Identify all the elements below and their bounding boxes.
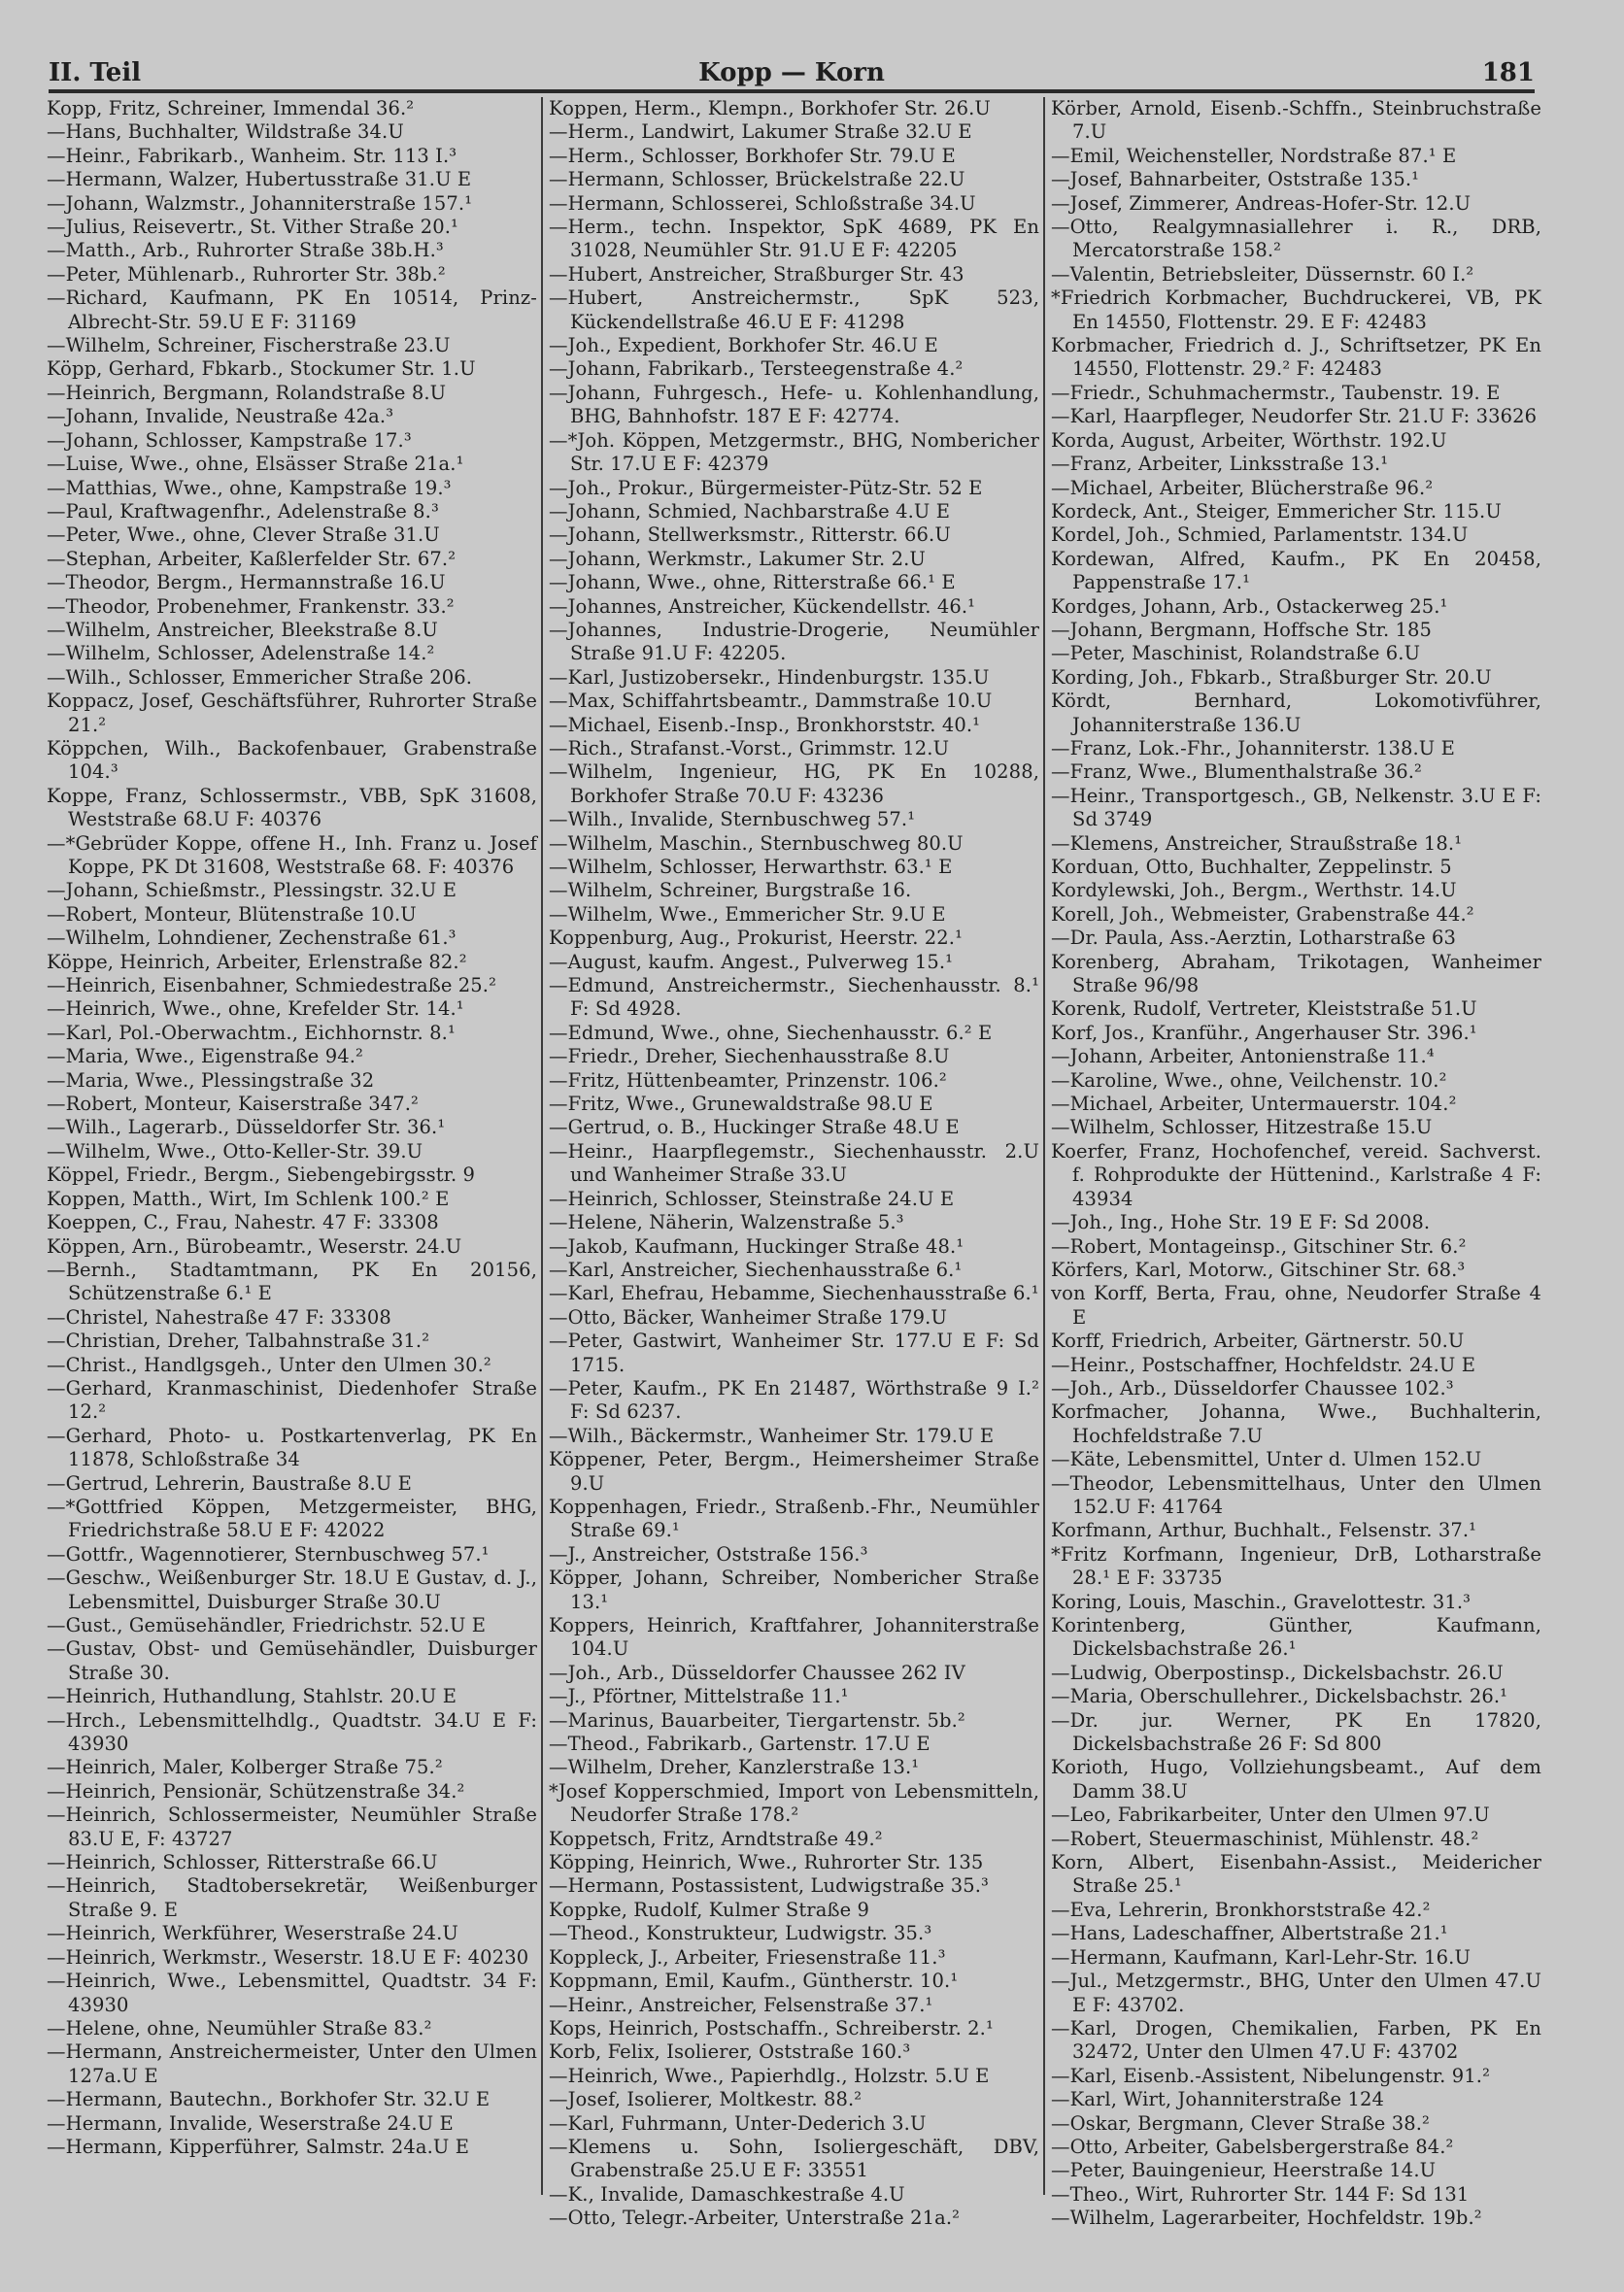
directory-entry: —Luise, Wwe., ohne, Elsässer Straße 21a.¹ xyxy=(47,453,464,476)
section-label: II. Teil xyxy=(49,58,142,87)
directory-entry: —Richard, Kaufmann, PK En 10514, Prinz-Albrecht-Str. 59.U E F: 31169 xyxy=(47,286,537,333)
directory-entry: —Friedr., Dreher, Siechenhausstraße 8.U xyxy=(549,1045,950,1068)
directory-entry: —Heinrich, Stadtobersekretär, Weißenburger Straße 9. E xyxy=(47,1874,537,1921)
directory-entry: Koerfer, Franz, Hochofenchef, vereid. Sachverst. f. Rohprodukte der Hüttenind., Karlstraße 4 F: 43934 xyxy=(1051,1139,1541,1210)
directory-entry: —Heinrich, Pensionär, Schützenstraße 34.² xyxy=(47,1779,465,1803)
directory-entry: Korff, Friedrich, Arbeiter, Gärtnerstr. 50.U xyxy=(1051,1330,1465,1353)
directory-entry: —Peter, Bauingenieur, Heerstraße 14.U xyxy=(1051,2159,1437,2182)
directory-entry: —Johannes, Industrie-Drogerie, Neumühler Straße 91.U F: 42205. xyxy=(549,618,1039,665)
directory-entry: Korintenberg, Günther, Kaufmann, Dickelsbachstraße 26.¹ xyxy=(1051,1614,1541,1661)
directory-entry: —Johann, Schmied, Nachbarstraße 4.U E xyxy=(549,499,951,522)
directory-entry: —Paul, Kraftwagenfhr., Adelenstraße 8.³ xyxy=(47,499,439,522)
directory-entry: —Hermann, Kipperführer, Salmstr. 24a.U E xyxy=(47,2135,470,2158)
directory-entry: Korfmann, Arthur, Buchhalt., Felsenstr. 37.¹ xyxy=(1051,1519,1477,1542)
directory-entry: Korb, Felix, Isolierer, Oststraße 160.³ xyxy=(549,2040,911,2064)
directory-entry: —Maria, Wwe., Plessingstraße 32 xyxy=(47,1068,375,1092)
directory-entry: —Wilhelm, Schlosser, Herwarthstr. 63.¹ E xyxy=(549,856,953,878)
directory-entry: —August, kaufm. Angest., Pulverweg 15.¹ xyxy=(549,950,954,973)
directory-entry: Köpp, Gerhard, Fbkarb., Stockumer Str. 1.U xyxy=(47,357,476,381)
directory-entry: Korioth, Hugo, Vollziehungsbeamt., Auf dem Damm 38.U xyxy=(1051,1756,1541,1803)
directory-entry: von Korff, Berta, Frau, ohne, Neudorfer Straße 4 E xyxy=(1051,1282,1541,1329)
directory-entry: Köppchen, Wilh., Backofenbauer, Grabenstraße 104.³ xyxy=(47,736,537,784)
directory-entry: Korell, Joh., Webmeister, Grabenstraße 44.² xyxy=(1051,902,1474,926)
directory-entry: Koring, Louis, Maschin., Gravelottestr. 31.³ xyxy=(1051,1590,1472,1613)
directory-entry: —Wilhelm, Maschin., Sternbuschweg 80.U xyxy=(549,831,964,855)
directory-entry: Koppacz, Josef, Geschäftsführer, Ruhrorter Straße 21.² xyxy=(47,690,537,736)
directory-entry: —Jul., Metzgermstr., BHG, Unter den Ulmen 47.U E F: 43702. xyxy=(1051,1970,1541,2016)
directory-entry: —Hans, Ladeschaffner, Albertstraße 21.¹ xyxy=(1051,1922,1448,1945)
directory-entry: —Johann, Schlosser, Kampstraße 17.³ xyxy=(47,428,412,452)
directory-entry: —Peter, Wwe., ohne, Clever Straße 31.U xyxy=(47,523,440,547)
column-2 xyxy=(549,97,1039,2231)
directory-entry: —Wilhelm, Schreiner, Burgstraße 16. xyxy=(549,879,912,902)
directory-entry: —Heinrich, Schlosser, Steinstraße 24.U E xyxy=(549,1187,955,1210)
directory-entry: —Wilh., Invalide, Sternbuschweg 57.¹ xyxy=(549,808,916,831)
directory-entry: —Robert, Monteur, Kaiserstraße 347.² xyxy=(47,1093,419,1116)
directory-entry: —Karoline, Wwe., ohne, Veilchenstr. 10.² xyxy=(1051,1068,1447,1092)
directory-entry: Korenberg, Abraham, Trikotagen, Wanheimer Straße 96/98 xyxy=(1051,950,1541,997)
directory-entry: —Johann, Invalide, Neustraße 42a.³ xyxy=(47,405,394,428)
directory-entry: —Theodor, Lebensmittelhaus, Unter den Ulmen 152.U F: 41764 xyxy=(1051,1471,1541,1518)
directory-entry: —Jakob, Kaufmann, Huckinger Straße 48.¹ xyxy=(549,1234,964,1258)
directory-entry: —Heinr., Fabrikarb., Wanheim. Str. 113 I.³ xyxy=(47,144,457,167)
directory-entry: Kordewan, Alfred, Kaufm., PK En 20458, Pappenstraße 17.¹ xyxy=(1051,547,1541,594)
directory-entry: —Hermann, Kaufmann, Karl-Lehr-Str. 16.U xyxy=(1051,1945,1472,1969)
directory-entry: —Hrch., Lebensmittelhdlg., Quadtstr. 34.U E F: 43930 xyxy=(47,1708,537,1756)
directory-entry: —Joh., Arb., Düsseldorfer Chaussee 262 IV xyxy=(549,1661,965,1684)
directory-entry: —Wilh., Lagerarb., Düsseldorfer Str. 36.¹ xyxy=(47,1116,446,1139)
directory-entry: —Johann, Arbeiter, Antonienstraße 11.⁴ xyxy=(1051,1045,1435,1068)
directory-entry: Kordeck, Ant., Steiger, Emmericher Str. 115.U xyxy=(1051,499,1502,522)
directory-entry: —Ludwig, Oberpostinsp., Dickelsbachstr. 26.U xyxy=(1051,1661,1504,1684)
directory-entry: —Hermann, Walzer, Hubertusstraße 31.U E xyxy=(47,168,472,191)
directory-entry: —Karl, Haarpfleger, Neudorfer Str. 21.U F: 33626 xyxy=(1051,405,1538,428)
directory-entry: —Heinr., Anstreicher, Felsenstraße 37.¹ xyxy=(549,1993,933,2016)
directory-entry: —Hermann, Bautechn., Borkhofer Str. 32.U E xyxy=(47,2088,491,2111)
directory-entry: —Valentin, Betriebsleiter, Düssernstr. 60 I.² xyxy=(1051,262,1474,286)
directory-entry: —Wilh., Bäckermstr., Wanheimer Str. 179.U E xyxy=(549,1424,995,1447)
directory-entry: —*Gottfried Köppen, Metzgermeister, BHG, Friedrichstraße 58.U E F: 42022 xyxy=(47,1495,537,1542)
directory-entry: —Heinr., Transportgesch., GB, Nelkenstr. 3.U E F: Sd 3749 xyxy=(1051,784,1541,831)
directory-entry: —Emil, Weichensteller, Nordstraße 87.¹ E xyxy=(1051,144,1457,167)
directory-entry: —Peter, Gastwirt, Wanheimer Str. 177.U E F: Sd 1715. xyxy=(549,1330,1039,1376)
directory-entry: Koppen, Herm., Klempn., Borkhofer Str. 26.U xyxy=(549,97,991,119)
directory-entry: —Wilhelm, Schlosser, Hitzestraße 15.U xyxy=(1051,1116,1433,1139)
directory-entry: Kordges, Johann, Arb., Ostackerweg 25.¹ xyxy=(1051,594,1448,618)
directory-entry: Korfmacher, Johanna, Wwe., Buchhalterin, Hochfeldstraße 7.U xyxy=(1051,1400,1541,1447)
directory-entry: —Karl, Fuhrmann, Unter-Dederich 3.U xyxy=(549,2111,927,2135)
page-number: 181 xyxy=(1481,58,1535,87)
directory-entry: —Otto, Telegr.-Arbeiter, Unterstraße 21a.² xyxy=(549,2207,961,2230)
directory-entry: —Wilhelm, Wwe., Emmericher Str. 9.U E xyxy=(549,902,946,926)
directory-entry: Kordel, Joh., Schmied, Parlamentstr. 134.U xyxy=(1051,523,1469,547)
directory-entry: —Gottfr., Wagennotierer, Sternbuschweg 57.¹ xyxy=(47,1542,490,1566)
directory-entry: Kops, Heinrich, Postschaffn., Schreiberstr. 2.¹ xyxy=(549,2016,994,2039)
directory-entry: —Maria, Wwe., Eigenstraße 94.² xyxy=(47,1045,363,1068)
directory-entry: —K., Invalide, Damaschkestraße 4.U xyxy=(549,2182,905,2206)
directory-entry: —Edmund, Anstreichermstr., Siechenhausstr. 8.¹ F: Sd 4928. xyxy=(549,974,1039,1021)
column-divider xyxy=(541,97,543,2195)
directory-entry: —Johann, Werkmstr., Lakumer Str. 2.U xyxy=(549,547,926,570)
directory-entry: —Franz, Arbeiter, Linksstraße 13.¹ xyxy=(1051,453,1389,476)
directory-entry: —Heinrich, Maler, Kolberger Straße 75.² xyxy=(47,1756,443,1779)
directory-entry: —Karl, Ehefrau, Hebamme, Siechenhausstraße 6.¹ xyxy=(549,1282,1039,1305)
directory-entry: —Josef, Bahnarbeiter, Oststraße 135.¹ xyxy=(1051,168,1420,191)
directory-entry: —Matth., Arb., Ruhrorter Straße 38b.H.³ xyxy=(47,239,444,262)
directory-entry: —Peter, Mühlenarb., Ruhrorter Str. 38b.² xyxy=(47,262,446,286)
directory-entry: Korbmacher, Friedrich d. J., Schriftsetzer, PK En 14550, Flottenstr. 29.² F: 42483 xyxy=(1051,334,1541,381)
directory-entry: —J., Pförtner, Mittelstraße 11.¹ xyxy=(549,1685,849,1708)
directory-entry: Koeppen, C., Frau, Nahestr. 47 F: 33308 xyxy=(47,1211,439,1234)
directory-entry: —Heinrich, Huthandlung, Stahlstr. 20.U E xyxy=(47,1685,457,1708)
directory-entry: —Wilhelm, Wwe., Otto-Keller-Str. 39.U xyxy=(47,1139,423,1163)
directory-entry: Korenk, Rudolf, Vertreter, Kleiststraße 51.U xyxy=(1051,997,1477,1021)
directory-entry: —Theo., Wirt, Ruhrorter Str. 144 F: Sd 131 xyxy=(1051,2182,1470,2206)
directory-entry: —Klemens u. Sohn, Isoliergeschäft, DBV, Grabenstraße 25.U E F: 33551 xyxy=(549,2135,1039,2182)
directory-entry: —Otto, Arbeiter, Gabelsbergerstraße 84.² xyxy=(1051,2135,1454,2158)
directory-entry: —Hans, Buchhalter, Wildstraße 34.U xyxy=(47,120,404,144)
directory-entry: —Wilhelm, Anstreicher, Bleekstraße 8.U xyxy=(47,618,438,641)
directory-entry: —Wilhelm, Ingenieur, HG, PK En 10288, Borkhofer Straße 70.U F: 43236 xyxy=(549,760,1039,807)
directory-entry: —Hermann, Schlosserei, Schloßstraße 34.U xyxy=(549,191,976,215)
directory-entry: —Geschw., Weißenburger Str. 18.U E Gustav, d. J., Lebensmittel, Duisburger Straße 30.U xyxy=(47,1567,537,1613)
directory-entry: Köpper, Johann, Schreiber, Nombericher Straße 13.¹ xyxy=(549,1567,1039,1613)
directory-entry: —Klemens, Anstreicher, Straußstraße 18.¹ xyxy=(1051,831,1463,855)
directory-entry: —Johann, Walzmstr., Johanniterstraße 157.¹ xyxy=(47,191,473,215)
directory-entry: Köppen, Arn., Bürobeamtr., Weserstr. 24.U xyxy=(47,1234,462,1258)
directory-entry: —Johannes, Anstreicher, Kückendellstr. 46.¹ xyxy=(549,594,976,618)
directory-entry: —Stephan, Arbeiter, Kaßlerfelder Str. 67.² xyxy=(47,547,457,570)
directory-entry: —Heinrich, Wwe., Papierhdlg., Holzstr. 5.U E xyxy=(549,2064,990,2087)
directory-entry: Koppleck, J., Arbeiter, Friesenstraße 11.³ xyxy=(549,1945,946,1969)
directory-entry: Koppenhagen, Friedr., Straßenb.-Fhr., Neumühler Straße 69.¹ xyxy=(549,1495,1039,1542)
directory-entry: —Franz, Wwe., Blumenthalstraße 36.² xyxy=(1051,760,1422,784)
directory-entry: Korf, Jos., Kranführ., Angerhauser Str. 396.¹ xyxy=(1051,1021,1477,1044)
directory-entry: —Friedr., Schuhmachermstr., Taubenstr. 19. E xyxy=(1051,381,1501,404)
directory-entry: —Peter, Maschinist, Rolandstraße 6.U xyxy=(1051,642,1421,665)
directory-entry: —Theod., Fabrikarb., Gartenstr. 17.U E xyxy=(549,1733,930,1756)
directory-entry: —Heinrich, Bergmann, Rolandstraße 8.U xyxy=(47,381,447,404)
directory-entry: Koppke, Rudolf, Kulmer Straße 9 xyxy=(549,1898,870,1921)
directory-entry: Korduan, Otto, Buchhalter, Zeppelinstr. 5 xyxy=(1051,856,1452,878)
directory-entry: —Robert, Steuermaschinist, Mühlenstr. 48.² xyxy=(1051,1827,1479,1850)
directory-entry: —Bernh., Stadtamtmann, PK En 20156, Schützenstraße 6.¹ E xyxy=(47,1258,537,1305)
directory-entry: —Wilh., Schlosser, Emmericher Straße 206. xyxy=(47,665,473,689)
directory-entry: Körfers, Karl, Motorw., Gitschiner Str. 68.³ xyxy=(1051,1258,1466,1281)
directory-entry: —Leo, Fabrikarbeiter, Unter den Ulmen 97.U xyxy=(1051,1803,1490,1827)
directory-entry: —Joh., Expedient, Borkhofer Str. 46.U E xyxy=(549,334,938,357)
directory-entry: Kordylewski, Joh., Bergm., Werthstr. 14.U xyxy=(1051,879,1457,902)
directory-entry: —Michael, Arbeiter, Blücherstraße 96.² xyxy=(1051,476,1434,499)
directory-entry: —Herm., Schlosser, Borkhofer Str. 79.U E xyxy=(549,144,956,167)
directory-entry: Koppetsch, Fritz, Arndtstraße 49.² xyxy=(549,1827,883,1850)
directory-entry: —Karl, Eisenb.-Assistent, Nibelungenstr. 91.² xyxy=(1051,2064,1491,2087)
directory-entry: —Karl, Justizobersekr., Hindenburgstr. 135.U xyxy=(549,665,990,689)
directory-entry: —Heinrich, Eisenbahner, Schmiedestraße 25.² xyxy=(47,974,497,997)
directory-entry: —Gustav, Obst- und Gemüsehändler, Duisburger Straße 30. xyxy=(47,1637,537,1684)
directory-entry: —Christ., Handlgsgeh., Unter den Ulmen 30.² xyxy=(47,1353,491,1376)
directory-entry: —*Gebrüder Koppe, offene H., Inh. Franz u. Josef Koppe, PK Dt 31608, Weststraße 68. F: 40376 xyxy=(47,831,537,878)
directory-entry: —Heinr., Haarpflegemstr., Siechenhausstr. 2.U und Wanheimer Straße 33.U xyxy=(549,1139,1039,1187)
directory-entry: —Heinrich, Werkführer, Weserstraße 24.U xyxy=(47,1922,458,1945)
directory-entry: —Gerhard, Kranmaschinist, Diedenhofer Straße 12.² xyxy=(47,1376,537,1424)
directory-entry: Koppen, Matth., Wirt, Im Schlenk 100.² E xyxy=(47,1187,450,1210)
directory-entry: —Theodor, Bergm., Hermannstraße 16.U xyxy=(47,571,446,594)
directory-entry: —Edmund, Wwe., ohne, Siechenhausstr. 6.² E xyxy=(549,1021,993,1044)
directory-entry: —Dr. jur. Werner, PK En 17820, Dickelsbachstraße 26 F: Sd 800 xyxy=(1051,1708,1541,1756)
directory-entry: —Eva, Lehrerin, Bronkhorststraße 42.² xyxy=(1051,1898,1431,1921)
directory-entry: —Wilhelm, Lagerarbeiter, Hochfeldstr. 19b.² xyxy=(1051,2207,1482,2230)
column-1 xyxy=(47,97,537,2159)
directory-entry: —Hubert, Anstreichermstr., SpK 523, Kückendellstraße 46.U E F: 41298 xyxy=(549,286,1039,333)
directory-entry: —Heinrich, Wwe., Lebensmittel, Quadtstr. 34 F: 43930 xyxy=(47,1970,537,2016)
directory-entry: —Johann, Stellwerksmstr., Ritterstr. 66.U xyxy=(549,523,951,547)
directory-entry: —Heinrich, Schlossermeister, Neumühler Straße 83.U E, F: 43727 xyxy=(47,1803,537,1850)
directory-entry: —Max, Schiffahrtsbeamtr., Dammstraße 10.U xyxy=(549,690,993,713)
directory-entry: —Wilhelm, Schreiner, Fischerstraße 23.U xyxy=(47,334,451,357)
directory-entry: —Hermann, Anstreichermeister, Unter den Ulmen 127a.U E xyxy=(47,2040,537,2087)
directory-entry: —*Joh. Köppen, Metzgermstr., BHG, Nombericher Str. 17.U E F: 42379 xyxy=(549,428,1039,476)
directory-entry: —Karl, Drogen, Chemikalien, Farben, PK En 32472, Unter den Ulmen 47.U F: 43702 xyxy=(1051,2016,1541,2064)
directory-entry: —Franz, Lok.-Fhr., Johanniterstr. 138.U E xyxy=(1051,736,1455,759)
directory-entry: —Theod., Konstrukteur, Ludwigstr. 35.³ xyxy=(549,1922,932,1945)
directory-entry: Köppel, Friedr., Bergm., Siebengebirgsstr. 9 xyxy=(47,1163,476,1187)
directory-entry: —Fritz, Wwe., Grunewaldstraße 98.U E xyxy=(549,1093,933,1116)
directory-entry: Koppe, Franz, Schlossermstr., VBB, SpK 31608, Weststraße 68.U F: 40376 xyxy=(47,784,537,831)
directory-entry: —Helene, Näherin, Walzenstraße 5.³ xyxy=(549,1211,904,1234)
directory-entry: —Julius, Reisevertr., St. Vither Straße 20.¹ xyxy=(47,216,458,239)
directory-entry: —Heinrich, Wwe., ohne, Krefelder Str. 14.¹ xyxy=(47,997,464,1021)
directory-entry: Kopp, Fritz, Schreiner, Immendal 36.² xyxy=(47,97,415,119)
directory-entry: —Johann, Fabrikarb., Tersteegenstraße 4.² xyxy=(549,357,964,381)
directory-entry: Koppenburg, Aug., Prokurist, Heerstr. 22.¹ xyxy=(549,927,964,950)
directory-entry: —Rich., Strafanst.-Vorst., Grimmstr. 12.U xyxy=(549,736,950,759)
directory-entry: —Johann, Schießmstr., Plessingstr. 32.U E xyxy=(47,879,457,902)
directory-entry: —Hermann, Invalide, Weserstraße 24.U E xyxy=(47,2111,454,2135)
directory-entry: —Michael, Eisenb.-Insp., Bronkhorststr. 40.¹ xyxy=(549,713,981,736)
directory-entry: —Heinr., Postschaffner, Hochfeldstr. 24.U E xyxy=(1051,1353,1476,1376)
directory-entry: —Johann, Bergmann, Hoffsche Str. 185 xyxy=(1051,618,1433,641)
directory-entry: —Joh., Arb., Düsseldorfer Chaussee 102.³ xyxy=(1051,1376,1454,1399)
directory-entry: —Robert, Monteur, Blütenstraße 10.U xyxy=(47,902,417,926)
directory-entry: *Josef Kopperschmied, Import von Lebensmitteln, Neudorfer Straße 178.² xyxy=(549,1779,1039,1827)
header-rule xyxy=(49,89,1535,93)
directory-entry: —Gust., Gemüsehändler, Friedrichstr. 52.U E xyxy=(47,1614,487,1636)
directory-entry: Korn, Albert, Eisenbahn-Assist., Meidericher Straße 25.¹ xyxy=(1051,1851,1541,1898)
directory-entry: —Wilhelm, Dreher, Kanzlerstraße 13.¹ xyxy=(549,1756,920,1779)
directory-entry: —Johann, Fuhrgesch., Hefe- u. Kohlenhandlung, BHG, Bahnhofstr. 187 E F: 42774. xyxy=(549,381,1039,428)
directory-entry: —Fritz, Hüttenbeamter, Prinzenstr. 106.² xyxy=(549,1068,947,1092)
directory-entry: —Heinrich, Schlosser, Ritterstraße 66.U xyxy=(47,1851,438,1874)
directory-entry: —Johann, Wwe., ohne, Ritterstraße 66.¹ E xyxy=(549,571,956,594)
directory-entry: Kördt, Bernhard, Lokomotivführer, Johanniterstraße 136.U xyxy=(1051,690,1541,736)
directory-entry: —Karl, Wirt, Johanniterstraße 124 xyxy=(1051,2088,1385,2111)
directory-entry: —Robert, Montageinsp., Gitschiner Str. 6.² xyxy=(1051,1234,1467,1258)
name-range: Kopp — Korn xyxy=(698,58,885,87)
directory-entry: —Gertrud, o. B., Huckinger Straße 48.U E xyxy=(549,1116,960,1139)
directory-entry: —Christel, Nahestraße 47 F: 33308 xyxy=(47,1305,391,1329)
directory-entry: —Theodor, Probenehmer, Frankenstr. 33.² xyxy=(47,594,455,618)
directory-entry: —Dr. Paula, Ass.-Aerztin, Lotharstraße 63 xyxy=(1051,927,1457,950)
directory-entry: —Hermann, Postassistent, Ludwigstraße 35.³ xyxy=(549,1874,989,1898)
directory-entry: —Gertrud, Lehrerin, Baustraße 8.U E xyxy=(47,1471,412,1495)
directory-entry: *Fritz Korfmann, Ingenieur, DrB, Lotharstraße 28.¹ E F: 33735 xyxy=(1051,1542,1541,1590)
directory-entry: —Gerhard, Photo- u. Postkartenverlag, PK En 11878, Schloßstraße 34 xyxy=(47,1424,537,1471)
directory-entry: —Herm., Landwirt, Lakumer Straße 32.U E xyxy=(549,120,972,144)
directory-entry: Körber, Arnold, Eisenb.-Schffn., Steinbruchstraße 7.U xyxy=(1051,97,1541,144)
directory-entry: Köppe, Heinrich, Arbeiter, Erlenstraße 82.² xyxy=(47,950,467,973)
directory-entry: —Karl, Anstreicher, Siechenhausstraße 6.¹ xyxy=(549,1258,963,1281)
directory-entry: —Helene, ohne, Neumühler Straße 83.² xyxy=(47,2016,432,2039)
page-header xyxy=(49,58,1535,89)
directory-entry: —Wilhelm, Lohndiener, Zechenstraße 61.³ xyxy=(47,927,457,950)
directory-entry: *Friedrich Korbmacher, Buchdruckerei, VB, PK En 14550, Flottenstr. 29. E F: 42483 xyxy=(1051,286,1541,333)
directory-entry: —Maria, Oberschullehrer., Dickelsbachstr. 26.¹ xyxy=(1051,1685,1508,1708)
directory-entry: —Christian, Dreher, Talbahnstraße 31.² xyxy=(47,1330,430,1353)
directory-entry: Kording, Joh., Fbkarb., Straßburger Str. 20.U xyxy=(1051,665,1492,689)
directory-entry: —Otto, Bäcker, Wanheimer Straße 179.U xyxy=(549,1305,947,1329)
directory-entry: Koppers, Heinrich, Kraftfahrer, Johanniterstraße 104.U xyxy=(549,1614,1039,1661)
directory-entry: Köppener, Peter, Bergm., Heimersheimer Straße 9.U xyxy=(549,1448,1039,1495)
directory-entry: Korda, August, Arbeiter, Wörthstr. 192.U xyxy=(1051,428,1447,452)
directory-entry: —Joh., Ing., Hohe Str. 19 E F: Sd 2008. xyxy=(1051,1211,1431,1234)
directory-entry: —Oskar, Bergmann, Clever Straße 38.² xyxy=(1051,2111,1430,2135)
directory-entry: —Karl, Pol.-Oberwachtm., Eichhornstr. 8.¹ xyxy=(47,1021,456,1044)
directory-entry: —Heinrich, Werkmstr., Weserstr. 18.U E F: 40230 xyxy=(47,1945,529,1969)
directory-entry: —Josef, Zimmerer, Andreas-Hofer-Str. 12.U xyxy=(1051,191,1472,215)
directory-entry: —Wilhelm, Schlosser, Adelenstraße 14.² xyxy=(47,642,435,665)
directory-entry: —Otto, Realgymnasiallehrer i. R., DRB, Mercatorstraße 158.² xyxy=(1051,216,1541,262)
directory-entry: —Peter, Kaufm., PK En 21487, Wörthstraße 9 I.² F: Sd 6237. xyxy=(549,1376,1039,1424)
directory-entry: —Michael, Arbeiter, Untermauerstr. 104.² xyxy=(1051,1093,1457,1116)
column-divider xyxy=(1043,97,1045,2195)
directory-entry: Köpping, Heinrich, Wwe., Ruhrorter Str. 135 xyxy=(549,1851,984,1874)
directory-entry: Koppmann, Emil, Kaufm., Güntherstr. 10.¹ xyxy=(549,1970,959,1993)
directory-entry: —Joh., Prokur., Bürgermeister-Pütz-Str. 52 E xyxy=(549,476,983,499)
directory-entry: —Marinus, Bauarbeiter, Tiergartenstr. 5b.² xyxy=(549,1708,965,1732)
directory-entry: —Hermann, Schlosser, Brückelstraße 22.U xyxy=(549,168,965,191)
directory-entry: —Käte, Lebensmittel, Unter d. Ulmen 152.U xyxy=(1051,1448,1482,1471)
directory-entry: —Matthias, Wwe., ohne, Kampstraße 19.³ xyxy=(47,476,452,499)
column-3 xyxy=(1051,97,1541,2231)
directory-entry: —Josef, Isolierer, Moltkestr. 88.² xyxy=(549,2088,863,2111)
directory-entry: —Herm., techn. Inspektor, SpK 4689, PK En 31028, Neumühler Str. 91.U E F: 42205 xyxy=(549,216,1039,262)
directory-entry: —J., Anstreicher, Oststraße 156.³ xyxy=(549,1542,868,1566)
directory-entry: —Hubert, Anstreicher, Straßburger Str. 43 xyxy=(549,262,964,286)
